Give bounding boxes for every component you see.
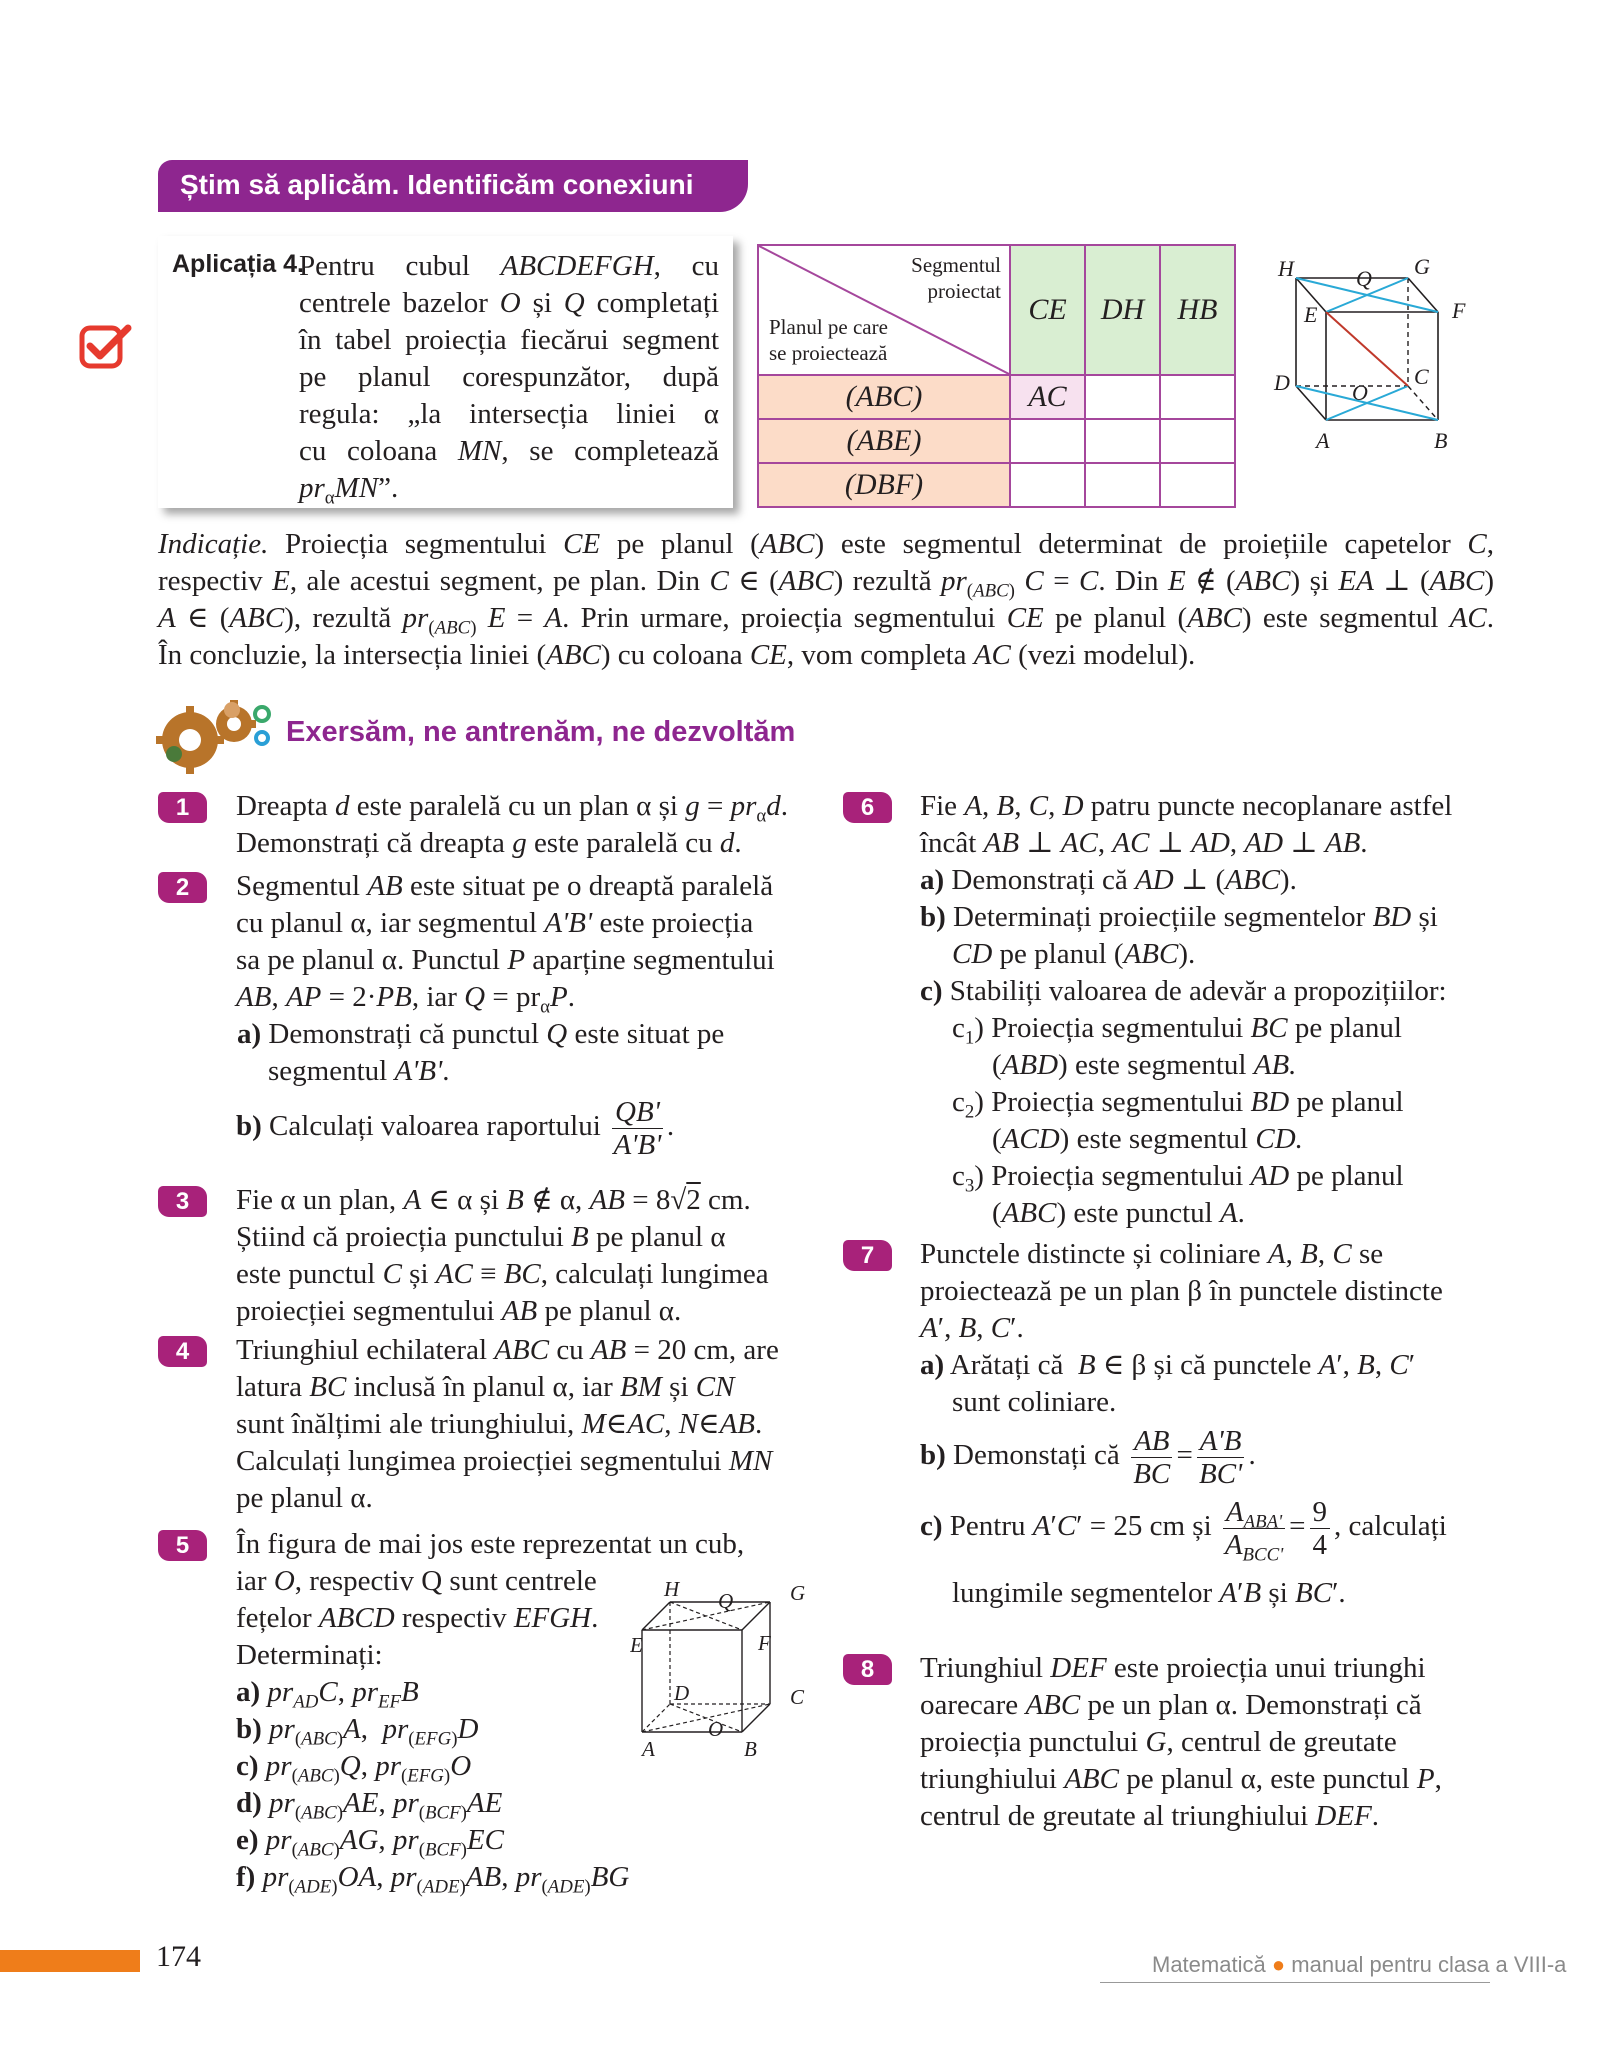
corner-top-line: proiectat: [927, 279, 1001, 303]
ex-line: sunt coliniare.: [952, 1386, 1117, 1418]
ex-line: $c_3$) Proiecția segmentului AD pe planul: [952, 1160, 1404, 1197]
app4-line: regula: „la intersecția liniei α: [299, 398, 719, 430]
hint-line: respectiv E, ale acestui segment, pe plan. Din C ∈ (ABC) rezultă $pr_{(ABC)}$ C = C. Din E ∉ (ABC) și EA ⊥ (ABC): [158, 565, 1495, 602]
cube-figure-small: [630, 1582, 820, 1762]
cube-label: C: [1414, 364, 1429, 389]
ex-line: fețelor ABCD respectiv EFGH.: [236, 1602, 599, 1634]
ex-line: d) $pr_{(ABC)}AE$, $pr_{(BCF)}AE$: [236, 1787, 503, 1824]
cube-label: A: [1316, 428, 1330, 453]
hint-paragraph: [158, 526, 1494, 674]
cube-figure-top: [1268, 250, 1498, 460]
section-banner: [158, 160, 748, 212]
corner-top-line: Segmentul: [911, 253, 1001, 277]
ex-line: (ACD) este segmentul CD.: [992, 1123, 1303, 1155]
ex-line: a) Demonstrați că punctul Q este situat pe: [237, 1018, 725, 1050]
cube-label: Q: [1356, 266, 1372, 291]
section-title: Știm să aplicăm. Identificăm conexiuni: [180, 169, 694, 200]
corner-bottom-line: Planul pe care: [769, 315, 888, 339]
row-header-abe: (ABE): [758, 419, 1010, 463]
ex-line: sunt înălțimi ale triunghiului, M∈AC, N∈AB.: [236, 1408, 763, 1440]
footer-rest: manual pentru clasa a VIII-a: [1291, 1952, 1567, 1977]
fraction: $\frac{A'B}{BC'}$: [1197, 1425, 1245, 1490]
ex-line: proiecției segmentului AB pe planul α.: [236, 1295, 682, 1327]
gears-icon: [150, 694, 278, 776]
cube-label: B: [744, 1737, 757, 1761]
exercise-7: [920, 1236, 1520, 1612]
footer-text: [1152, 1952, 1566, 1978]
cube-label: E: [630, 1633, 643, 1657]
cube-label: G: [790, 1582, 806, 1605]
table-corner-top: [911, 252, 1001, 304]
ex-line: Știind că proiecția punctului B pe planul α: [236, 1221, 726, 1253]
ex-line: (ABC) este punctul A.: [992, 1197, 1245, 1229]
table-cell[interactable]: [1085, 463, 1160, 507]
table-corner-bottom: [769, 314, 888, 366]
ex-line: (ABD) este segmentul AB.: [992, 1049, 1297, 1081]
ex-line: b) $pr_{(ABC)}A$, $pr_{(EFG)}D$: [236, 1713, 479, 1750]
ex-line: AB, AP = 2·PB, iar $Q = pr_\alpha P$.: [236, 981, 575, 1018]
footer-rule: [1100, 1982, 1490, 1983]
ex-line: încât AB ⊥ AC, AC ⊥ AD, AD ⊥ AB.: [920, 827, 1368, 859]
cube-label: B: [1434, 428, 1448, 453]
exercise-number: 3: [158, 1186, 207, 1217]
corner-bottom-line: se proiectează: [769, 341, 888, 365]
ex-line: pe planul α.: [236, 1482, 373, 1514]
ex-line: a) Demonstrați că AD ⊥ (ABC).: [920, 864, 1297, 896]
ex-line: c) Stabiliți valoarea de adevăr a propozițiilor:: [920, 975, 1447, 1007]
ex-line: centrul de greutate al triunghiului DEF.: [920, 1800, 1380, 1832]
cube-label: Q: [718, 1589, 734, 1613]
exercise-number: 2: [158, 872, 207, 903]
fraction: $\frac{9}{4}$: [1310, 1496, 1331, 1561]
exercise-4: [236, 1332, 846, 1517]
table-cell[interactable]: [1085, 375, 1160, 419]
cube-label: A: [642, 1737, 655, 1761]
cube-label: G: [1414, 254, 1430, 279]
exercise-1: [236, 788, 836, 862]
footer-bullet-icon: ●: [1271, 1952, 1286, 1977]
fraction: $\frac{A_{ABA'}}{A_{BCC'}}$: [1224, 1496, 1284, 1566]
footer-orange-bar: [0, 1950, 140, 1972]
ex-line: segmentul A'B'.: [268, 1055, 450, 1087]
ex-line: a) $pr_{AD}C$, $pr_{EF}B$: [236, 1676, 419, 1713]
ex-line: $c_2$) Proiecția segmentului BD pe planul: [952, 1086, 1404, 1123]
hint-line: A ∈ (ABC), rezultă $pr_{(ABC)}$ E = A. Prin urmare, proiecția segmentului CE pe planul (ABC) este segmentul AC.: [158, 602, 1495, 639]
ex-line: Triunghiul DEF este proiecția unui triunghi: [920, 1652, 1426, 1684]
cube-label: F: [1452, 298, 1466, 323]
app4-line: centrele bazelor O și Q completați: [299, 287, 720, 319]
ex-line: sa pe planul α. Punctul P aparține segmentului: [236, 944, 775, 976]
ex-line: c) Pentru A′C′ = 25 cm și $\frac{A_{ABA'}}{A_{BCC'}}$ = $\frac{9}{4}$ , calculați: [920, 1496, 1447, 1566]
ex-line: Determinați:: [236, 1639, 383, 1671]
exercise-8: [920, 1650, 1520, 1835]
table-cell[interactable]: [1160, 463, 1235, 507]
table-cell[interactable]: [1010, 419, 1085, 463]
ex-line: lungimile segmentelor A′B și BC′.: [952, 1577, 1346, 1609]
ex-line: Punctele distincte și coliniare A, B, C se: [920, 1238, 1384, 1270]
table-cell[interactable]: [1160, 419, 1235, 463]
ex-line: În figura de mai jos este reprezentat un cub,: [236, 1528, 745, 1560]
ex-line: c) $pr_{(ABC)}Q$, $pr_{(EFG)}O$: [236, 1750, 472, 1787]
exercise-6: [920, 788, 1520, 1232]
application-4-text: [299, 248, 719, 507]
application-4-label: Aplicația 4.: [172, 250, 304, 278]
cube-label: E: [1304, 302, 1318, 327]
ex-line: b) Determinați proiecțiile segmentelor BD și: [920, 901, 1438, 933]
ex-line: Demonstrați că dreapta g este paralelă cu d.: [236, 827, 742, 859]
exercise-number: 7: [843, 1240, 892, 1271]
exercise-3: [236, 1182, 846, 1330]
ex-line: Segmentul AB este situat pe o dreaptă paralelă: [236, 870, 774, 902]
cube-label: D: [674, 1681, 690, 1705]
ex-line: Dreapta d este paralelă cu un plan α și $g = pr_\alpha d$.: [236, 790, 788, 827]
ex-line: Fie A, B, C, D patru puncte necoplanare astfel: [920, 790, 1453, 822]
ex-line: Calculați lungimea proiecției segmentului MN: [236, 1445, 773, 1477]
footer-subject: Matematică: [1152, 1952, 1266, 1977]
ex-line: este punctul C și AC ≡ BC, calculați lungimea: [236, 1258, 769, 1290]
fraction: $\frac{AB}{BC}$: [1131, 1425, 1172, 1490]
ex-line: b) Calculați valoarea raportului $\frac{QB'}{A'B'}$ .: [236, 1096, 675, 1161]
ex-line: a) Arătați că B ∈ β și că punctele A′, B, C′: [920, 1349, 1416, 1381]
checkbox-icon: [78, 322, 134, 372]
column-header-dh: DH: [1085, 245, 1160, 375]
hint-line: Indicație. Proiecția segmentului CE pe planul (ABC) este segmentul determinat de proiețiile capetelor C,: [158, 528, 1495, 560]
projection-table: [757, 244, 1236, 508]
table-cell[interactable]: [1160, 375, 1235, 419]
exercise-2: [236, 868, 836, 1161]
ex-line: oarecare ABC pe un plan α. Demonstrați că: [920, 1689, 1422, 1721]
exercise-number: 1: [158, 792, 207, 823]
table-cell[interactable]: [1010, 463, 1085, 507]
page-number: 174: [156, 1940, 201, 1973]
cube-label: C: [790, 1685, 805, 1709]
table-corner-cell: [758, 245, 1010, 375]
exercises-title: Exersăm, ne antrenăm, ne dezvoltăm: [286, 716, 796, 748]
ex-line: proiecția punctului G, centrul de greutate: [920, 1726, 1397, 1758]
cube-label: O: [708, 1717, 724, 1741]
cube-label: O: [1352, 380, 1368, 405]
ex-line: e) $pr_{(ABC)}AG$, $pr_{(BCF)}EC$: [236, 1824, 504, 1861]
table-cell[interactable]: [1085, 419, 1160, 463]
ex-line: b) Demonstați că $\frac{AB}{BC}$ = $\frac{A'B}{BC'}$ .: [920, 1425, 1256, 1490]
ex-line: proiectează pe un plan β în punctele distincte: [920, 1275, 1443, 1307]
ex-line: cu planul α, iar segmentul A'B' este proiecția: [236, 907, 754, 939]
exercise-number: 5: [158, 1530, 207, 1561]
app4-line: Pentru cubul ABCDEFGH, cu: [299, 250, 719, 282]
app4-line: cu coloana MN, se completează: [299, 435, 720, 467]
ex-line: A′, B, C′.: [920, 1312, 1024, 1344]
ex-line: f) $pr_{(ADE)}OA$, $pr_{(ADE)}AB$, $pr_{(ADE)}BG$: [236, 1861, 630, 1898]
ex-line: triunghiului ABC pe planul α, este punctul P,: [920, 1763, 1442, 1795]
exercise-number: 8: [843, 1654, 892, 1685]
column-header-hb: HB: [1160, 245, 1235, 375]
row-header-abc: (ABC): [758, 375, 1010, 419]
ex-line: Fie α un plan, A ∈ α și B ∉ α, AB = 8√2 cm.: [236, 1184, 751, 1216]
ex-line: CD pe planul (ABC).: [952, 938, 1196, 970]
hint-line: În concluzie, la intersecția liniei (ABC) cu coloana CE, vom completa AC (vezi modelul).: [158, 639, 1196, 671]
row-header-dbf: (DBF): [758, 463, 1010, 507]
cube-label: H: [664, 1582, 680, 1601]
application-4-box: [158, 236, 733, 508]
ex-line: latura BC inclusă în planul α, iar BM și CN: [236, 1371, 735, 1403]
app4-line: $pr_\alpha MN$”.: [299, 472, 399, 509]
exercise-number: 6: [843, 792, 892, 823]
fraction: $\frac{QB'}{A'B'}$: [613, 1096, 662, 1161]
app4-line: pe planul corespunzător, după: [299, 361, 719, 393]
app4-line: în tabel proiecția fiecărui segment: [299, 324, 719, 356]
cube-label: H: [1278, 256, 1294, 281]
ex-line: $c_1$) Proiecția segmentului BC pe planul: [952, 1012, 1402, 1049]
ex-line: iar O, respectiv Q sunt centrele: [236, 1565, 597, 1597]
ex-line: Triunghiul echilateral ABC cu AB = 20 cm, are: [236, 1334, 779, 1366]
column-header-ce: CE: [1010, 245, 1085, 375]
cube-label: D: [1274, 370, 1290, 395]
cube-label: F: [758, 1631, 771, 1655]
table-cell[interactable]: AC: [1010, 375, 1085, 419]
exercise-number: 4: [158, 1336, 207, 1367]
